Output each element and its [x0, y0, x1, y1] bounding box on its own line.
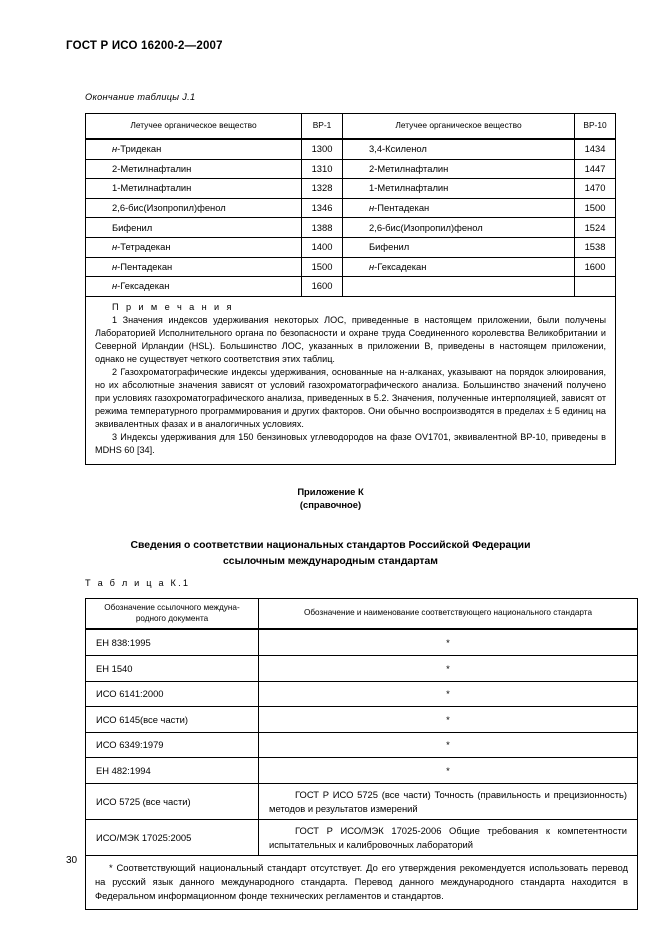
cell-bp10: 1500	[575, 198, 616, 218]
cell-bp10: 1470	[575, 179, 616, 199]
cell-voc-left: Бифенил	[86, 218, 302, 238]
table-row	[86, 820, 638, 856]
cell-reference-document: ИСО 6145(все части)	[86, 707, 259, 733]
appendix-k-heading	[0, 486, 661, 511]
cell-bp10: 1447	[575, 159, 616, 179]
cell-voc-left: 1-Метилнафталин	[86, 179, 302, 199]
cell-bp1: 1300	[302, 139, 343, 159]
cell-voc-left: н-Тридекан	[86, 139, 302, 159]
cell-voc-left: н-Пентадекан	[86, 257, 302, 277]
footnote-cell: * Соответствующий национальный стандарт отсутствует. До его утверждения рекомендуется использовать перевод на русский язык данного международного стандарта. Перевод данного международного стандарта находится в Федеральном информационном фонде технических регламентов и стандартов.	[86, 856, 638, 910]
table-j1-caption: Окончание таблицы J.1	[85, 92, 196, 102]
note-paragraph: 2 Газохроматографические индексы удерживания, основанные на н-алканах, указывают на порядок элюирования, но их абсолютные значения зависят от условий газохроматографического анализа. Большинство значений получено при условиях газохроматографического анализа, приведенных в 5.2. Значения, полученные интерполяцией, зависят от режима температурного программирования и других факторов. Они обычно воспроизводятся в пределах ± 5 единиц на эквивалентных фазах и в аналогичных условиях.	[95, 366, 606, 429]
cell-voc-left: н-Гексадекан	[86, 277, 302, 297]
column-header-voc-left: Летучее органическое вещество	[86, 114, 302, 140]
cell-voc-right	[343, 277, 575, 297]
cell-bp1: 1400	[302, 237, 343, 257]
table-row	[86, 732, 638, 758]
table-j1	[85, 113, 616, 465]
cell-reference-document: ИСО/МЭК 17025:2005	[86, 820, 259, 856]
cell-bp10: 1538	[575, 237, 616, 257]
cell-bp1: 1346	[302, 198, 343, 218]
table-row	[86, 198, 616, 218]
cell-voc-left: н-Тетрадекан	[86, 237, 302, 257]
cell-national-standard: ГОСТ Р ИСО/МЭК 17025-2006 Общие требования к компетентности испытательных и калибровочных лабораторий	[259, 820, 638, 856]
table-row	[86, 783, 638, 819]
appendix-k-label: Приложение К	[297, 486, 364, 497]
appendix-k-title-line2: ссылочным международным стандартам	[223, 556, 438, 568]
cell-bp10	[575, 277, 616, 297]
table-k1-header-row	[86, 599, 638, 630]
cell-national-standard: *	[259, 629, 638, 655]
table-j1-header-row	[86, 114, 616, 140]
appendix-k-title-line1: Сведения о соответствии национальных стандартов Российской Федерации	[130, 540, 531, 551]
cell-reference-document: ИСО 5725 (все части)	[86, 783, 259, 819]
table-k1-footnote-row	[86, 856, 638, 910]
note-paragraph: 1 Значения индексов удерживания некоторых ЛОС, приведенные в настоящем приложении, были получены Лабораторией Исполнительного органа по безопасности и охране труда Соединенного королевства Великобритании и Северной Ирландии (HSL). Большинство ЛОС, указанных в приложении В, приведены в настоящем приложении, однако не существует четкого соответствия этих таблиц.	[95, 314, 606, 364]
cell-bp1: 1328	[302, 179, 343, 199]
cell-bp10: 1524	[575, 218, 616, 238]
column-header-bp10: ВР-10	[575, 114, 616, 140]
table-row	[86, 257, 616, 277]
table-k1-label: Т а б л и ц а К.1	[85, 578, 191, 588]
cell-national-standard: *	[259, 732, 638, 758]
cell-bp1: 1388	[302, 218, 343, 238]
table-row	[86, 139, 616, 159]
table-row	[86, 707, 638, 733]
cell-voc-right: 3,4-Ксиленол	[343, 139, 575, 159]
cell-voc-right: 1-Метилнафталин	[343, 179, 575, 199]
table-row	[86, 237, 616, 257]
cell-bp1: 1500	[302, 257, 343, 277]
table-row	[86, 681, 638, 707]
cell-reference-document: ЕН 482:1994	[86, 758, 259, 784]
cell-voc-right: 2-Метилнафталин	[343, 159, 575, 179]
cell-bp10: 1434	[575, 139, 616, 159]
cell-bp10: 1600	[575, 257, 616, 277]
notes-cell	[86, 296, 616, 464]
table-row	[86, 179, 616, 199]
column-header-bp1: ВР-1	[302, 114, 343, 140]
cell-reference-document: ИСО 6141:2000	[86, 681, 259, 707]
cell-national-standard: *	[259, 707, 638, 733]
table-row	[86, 218, 616, 238]
cell-reference-document: ЕН 1540	[86, 655, 259, 681]
cell-voc-right: н-Гексадекан	[343, 257, 575, 277]
column-header-reference-line2: родного документа	[135, 613, 209, 623]
column-header-voc-right: Летучее органическое вещество	[343, 114, 575, 140]
cell-national-standard: ГОСТ Р ИСО 5725 (все части) Точность (правильность и прецизионность) методов и результатов измерений	[259, 783, 638, 819]
document-header: ГОСТ Р ИСО 16200-2—2007	[66, 40, 223, 52]
appendix-k-title	[60, 538, 601, 570]
table-row	[86, 629, 638, 655]
cell-reference-document: ЕН 838:1995	[86, 629, 259, 655]
table-j1-body	[86, 139, 616, 464]
table-k1	[85, 598, 638, 910]
cell-voc-right: Бифенил	[343, 237, 575, 257]
cell-voc-left: 2,6-бис(Изопропил)фенол	[86, 198, 302, 218]
cell-bp1: 1310	[302, 159, 343, 179]
appendix-k-kind: (справочное)	[299, 498, 362, 510]
table-row	[86, 159, 616, 179]
note-paragraph: 3 Индексы удерживания для 150 бензиновых углеводородов на фазе OV1701, эквивалентной ВР-10, приведены в MDHS 60 [34].	[95, 432, 606, 455]
cell-national-standard: *	[259, 681, 638, 707]
column-header-reference-document	[86, 599, 259, 630]
cell-reference-document: ИСО 6349:1979	[86, 732, 259, 758]
notes-title: П р и м е ч а н и я	[112, 301, 234, 312]
table-row	[86, 655, 638, 681]
cell-voc-right: н-Пентадекан	[343, 198, 575, 218]
column-header-reference-line1: Обозначение ссылочного междуна-	[104, 603, 240, 612]
cell-voc-left: 2-Метилнафталин	[86, 159, 302, 179]
column-header-national-standard: Обозначение и наименование соответствующего национального стандарта	[259, 599, 638, 630]
table-row	[86, 277, 616, 297]
page-number: 30	[66, 855, 78, 866]
cell-national-standard: *	[259, 758, 638, 784]
cell-national-standard: *	[259, 655, 638, 681]
table-row	[86, 758, 638, 784]
cell-voc-right: 2,6-бис(Изопропил)фенол	[343, 218, 575, 238]
cell-bp1: 1600	[302, 277, 343, 297]
table-j1-notes-row	[86, 296, 616, 464]
table-k1-body	[86, 629, 638, 909]
